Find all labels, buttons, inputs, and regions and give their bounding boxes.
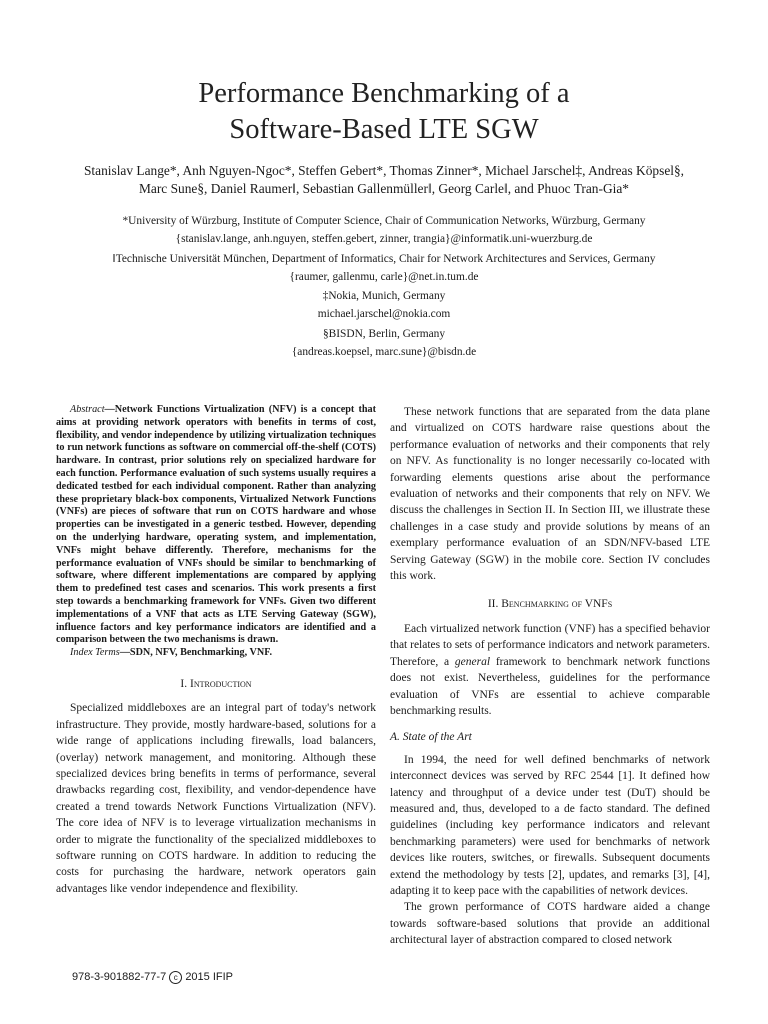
footer-year: 2015 IFIP (185, 971, 234, 983)
benchmarking-paragraph (390, 621, 710, 719)
state-of-art-paragraph-1: In 1994, the need for well defined benchmarks of network interconnect devices was served by RFC 2544 [1]. It defined how latency and throughput of a device under test (DuT) should be measured and, thus, developed to a de facto standard. The defined guidelines (including key performance indicators and relevant benchmarking parameters) were used for benchmarks of network devices like routers, switches, or firewalls. Subsequent documents extend the methodology by tests [2], updates, and remarks [3], [4], adapting it to keep pace with the capabilities of network devices. (390, 753, 710, 897)
page-footer (72, 971, 233, 984)
left-column (56, 404, 376, 897)
affiliation-name: ‡Nokia, Munich, Germany (322, 290, 446, 302)
title-line-1: Performance Benchmarking of a (198, 78, 570, 109)
affiliation-emails: {andreas.koepsel, marc.sune}@bisdn.de (291, 346, 477, 358)
affiliation-bisdn (40, 325, 728, 361)
affiliation-emails: {stanislav.lange, anh.nguyen, steffen.gebert, zinner, trangia}@informatik.uni-wuerzburg.de (175, 233, 593, 245)
abstract-label: Abstract (70, 404, 105, 415)
affiliation-name: §BISDN, Berlin, Germany (322, 328, 446, 340)
benchmarking-text-b: framework to benchmark network functions does not exist. Nevertheless, guidelines for the performance evaluation of VNFs are essential to achieve comparable benchmarking results. (390, 655, 710, 717)
benchmarking-text-a: Each virtualized network function (VNF) has a specified behavior that relates to sets of performance indicators and network parameters. Therefore, a (390, 622, 710, 668)
authors-line-2: Marc Sune§, Daniel Raumer‖, Sebastian Gallenmüller‖, Georg Carle‖, and Phuoc Tran-Gia* (138, 181, 629, 196)
author-list (40, 162, 728, 198)
section-heading-introduction: I. Introduction (180, 677, 252, 690)
introduction-paragraph: Specialized middleboxes are an integral part of today's network infrastructure. They provide, mostly hardware-based, solutions for a wide range of applications including firewalls, load balancers, (overlay) network management, and monitoring. Although these specialized devices bring benefits in terms of performance, several drawbacks regarding cost, flexibility, and vendor-dependence have created a trend towards Network Functions Virtualization (NFV). The core idea of NFV is to leverage virtualization mechanisms in order to migrate the functionality of the specialized middleboxes to software running on COTS hardware. In addition to reducing the costs for purchasing the hardware, network operators gain advantages like vendor independence and flexibility. (56, 702, 376, 895)
right-column (390, 404, 710, 949)
abstract-text: —Network Functions Virtualization (NFV) is a concept that aims at providing network operators with benefits in terms of cost, flexibility, and vendor independence by utilizing virtualization techniques to run network functions as software on commercial off-the-shelf (COTS) hardware. In contrast, prior solutions rely on specialized hardware for each function. Performance evaluation of such systems usually requires a dedicated testbed for each individual component. Rather than analyzing these proprietary black-box components, Virtualized Network Functions (VNFs) are pieces of software that run on COTS hardware and whose properties can be investigated in a generic testbed. However, depending on the underlying hardware, operating system, and implementation, VNFs might behave differently. Therefore, mechanisms for the performance evaluation of VNFs should be similar to benchmarking of software, where different implementations are compared by applying them to predefined test cases and scenarios. This work presents a first step towards a benchmarking framework for VNFs. Given two different implementations of a VNF that acts as LTE Serving Gateway (SGW), influence factors and key performance indicators are identified and a comparison between the two mechanisms is drawn. (56, 404, 376, 646)
subsection-heading-state-of-art: A. State of the Art (390, 731, 472, 744)
affiliation-wuerzburg (40, 212, 728, 248)
authors-line-1: Stanislav Lange*, Anh Nguyen-Ngoc*, Steffen Gebert*, Thomas Zinner*, Michael Jarschel‡, Andreas Köpsel§, (83, 163, 685, 178)
abstract (56, 404, 376, 647)
index-terms-label: Index Terms (70, 647, 120, 659)
section-heading-benchmarking: II. Benchmarking of VNFs (487, 598, 613, 611)
body-paragraph: These network functions that are separated from the data plane and virtualized on COTS hardware raise questions about the performance evaluation of networks and their components that rely on NFV. As functionality is no longer necessarily co-located with forwarding elements questions arise about the performance evaluation of networks and their components that rely on NFV. We discuss the challenges in Section II. In Section III, we illustrate these challenges in a case study and provide solutions by means of an exemplary performance evaluation of an SDN/NFV-based LTE Serving Gateway (SGW) in the mobile core. Section IV concludes this work. (390, 406, 710, 583)
affiliation-emails: {raumer, gallenmu, carle}@net.in.tum.de (289, 271, 479, 283)
affiliation-name: ‖Technische Universität München, Department of Informatics, Chair for Network Architectures and Services, Germany (112, 253, 656, 265)
index-terms-text: —SDN, NFV, Benchmarking, VNF. (119, 647, 273, 659)
affiliation-emails: michael.jarschel@nokia.com (317, 308, 451, 320)
paper-title (0, 76, 768, 148)
affiliation-tum (40, 250, 728, 286)
affiliation-name: *University of Würzburg, Institute of Computer Science, Chair of Communication Networks, Würzburg, Germany (122, 215, 646, 227)
copyright-icon: c (169, 971, 182, 984)
footer-isbn: 978-3-901882-77-7 (72, 971, 167, 983)
state-of-art-paragraph-2: The grown performance of COTS hardware aided a change towards software-based solutions that provide an additional architectural layer of abstraction compared to closed network (390, 901, 710, 947)
affiliation-nokia (40, 287, 728, 323)
emphasis-general: general (454, 655, 491, 668)
title-line-2: Software-Based LTE SGW (229, 114, 539, 145)
index-terms (56, 647, 376, 660)
